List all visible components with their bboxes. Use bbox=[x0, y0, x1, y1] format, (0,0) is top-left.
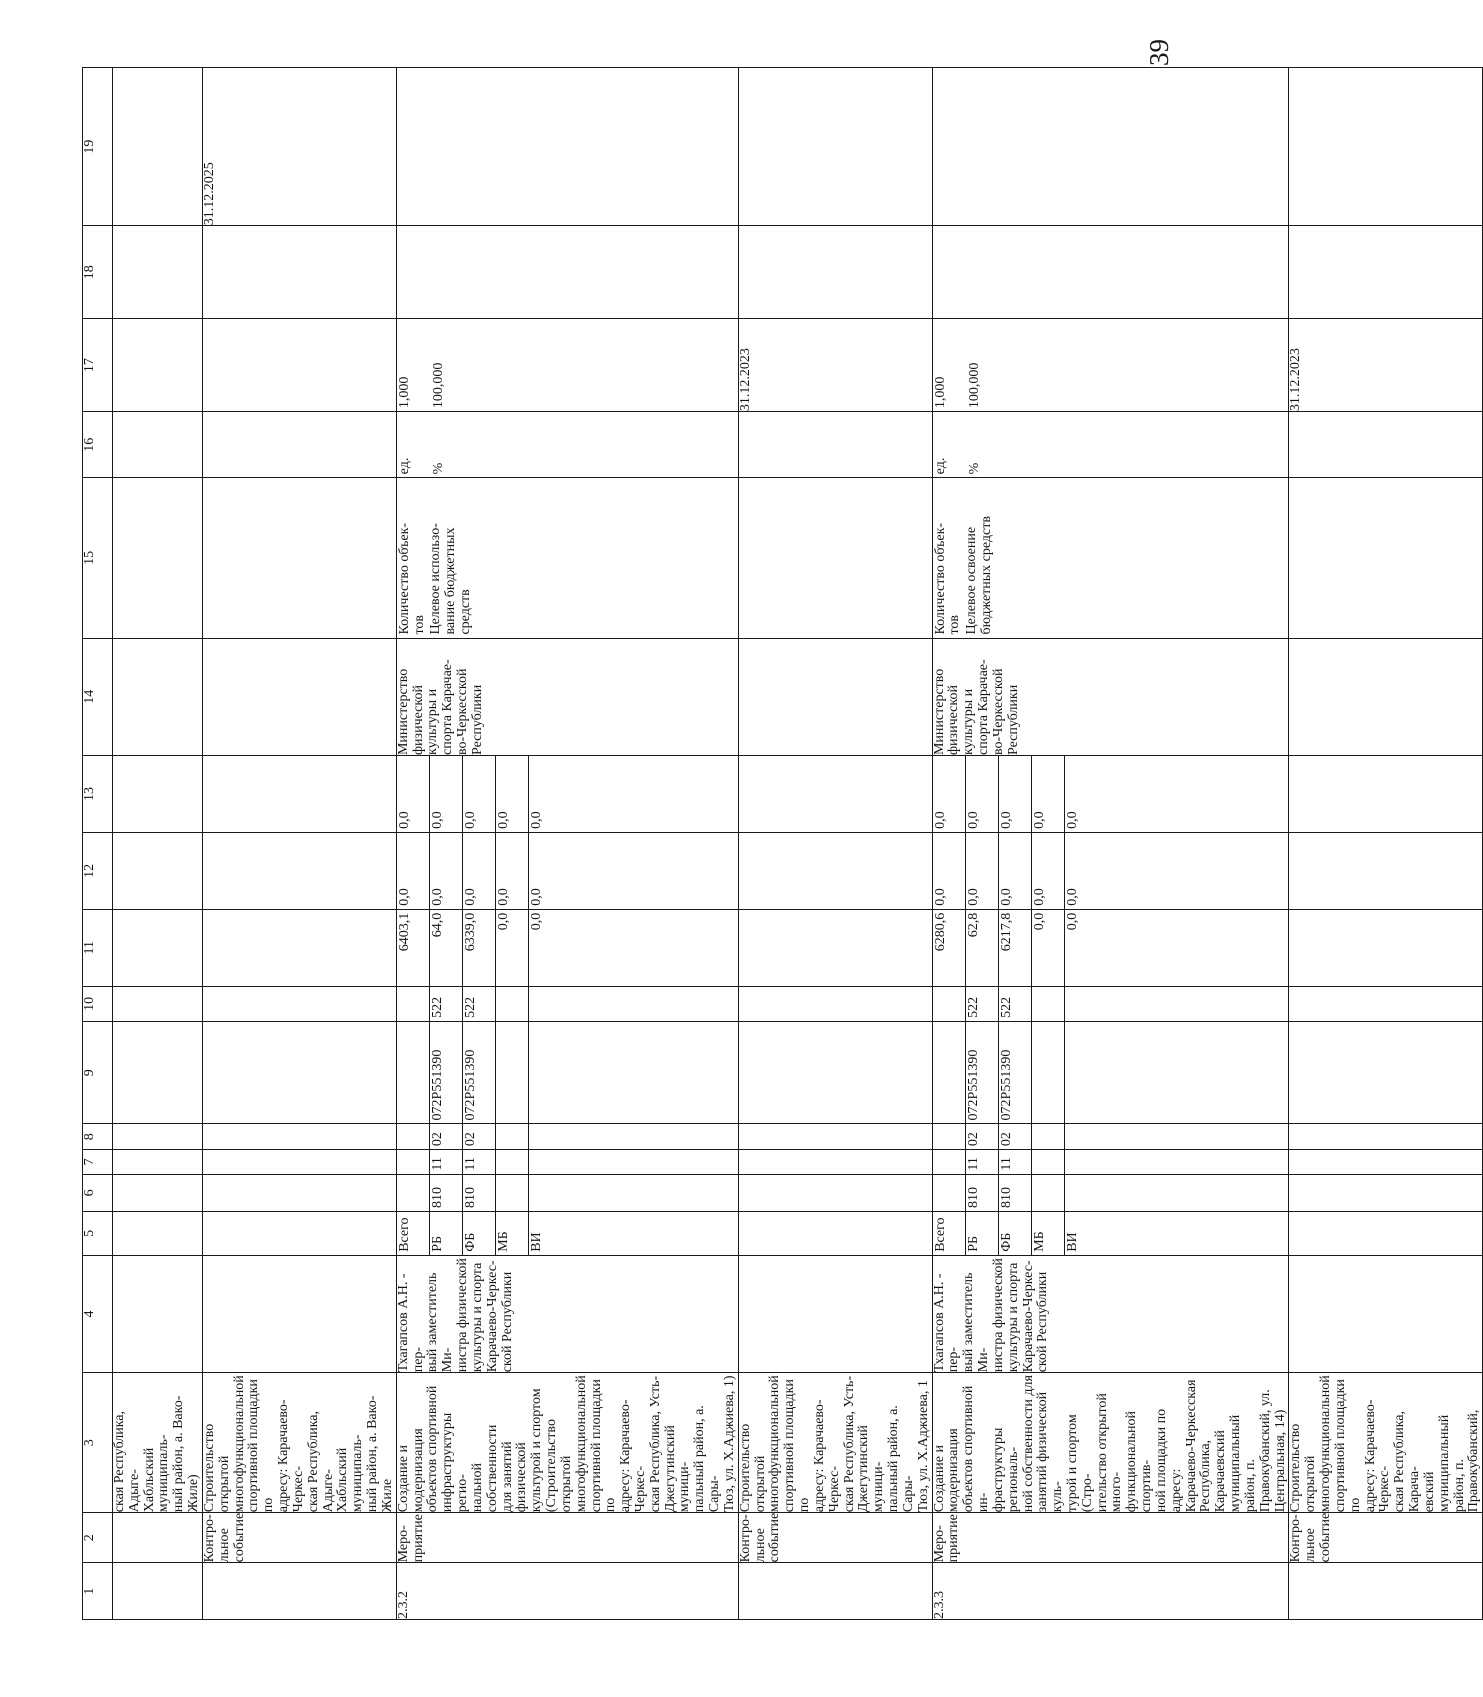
funding-source: МБ bbox=[495, 1212, 528, 1255]
funding-source: ФБ bbox=[998, 1212, 1031, 1255]
funding-source: МБ bbox=[1031, 1212, 1064, 1255]
cell-value: 02 bbox=[998, 1124, 1031, 1149]
row-type: Меро- приятие bbox=[396, 1513, 738, 1563]
indicator-name: Целевое использо- вание бюджетных средств bbox=[428, 523, 474, 635]
cell-value: 0,0 bbox=[396, 811, 412, 829]
cell-value: 0,0 bbox=[462, 756, 495, 832]
page-number: 39 bbox=[1144, 39, 1174, 66]
indicator-value: 100,000 bbox=[966, 362, 982, 409]
cell-value: 0,0 bbox=[1031, 833, 1064, 909]
cell-value bbox=[1064, 1022, 1097, 1124]
cell-value bbox=[933, 1124, 965, 1149]
cell-value bbox=[495, 1022, 528, 1124]
cell-value: 522 bbox=[429, 987, 462, 1021]
cell-value bbox=[1064, 987, 1097, 1021]
cell-value: 522 bbox=[998, 987, 1031, 1021]
row-executor: Министерство физической культуры и спорта Карачае- во-Черкесской Республики bbox=[932, 638, 1289, 755]
row-responsible: Тхагапсов А.Н. - пер- вый заместитель Ми- нистра физической культуры и спорта Карачаево-Черкес- ской Республики bbox=[932, 1255, 1289, 1372]
cell-value: 11 bbox=[429, 1150, 462, 1174]
col-header: 4 bbox=[83, 1255, 113, 1372]
col-header: 16 bbox=[83, 412, 113, 478]
row-description: Создание и модернизация объектов спортивной ин- фраструктуры региональ- ной собственности для занятий физической куль- турой и спортом (Стро- ительство открытой много- функциональной спортив- ной площадки по адресу: Карачаево-Черкесская Республика, Карачаевский муниципальный район, п. Правокубанский, ул. Центральная, 14) bbox=[932, 1373, 1289, 1513]
cell-value: 0,0 bbox=[1064, 910, 1097, 986]
cell-value bbox=[1064, 1175, 1097, 1211]
cell-value bbox=[397, 1124, 429, 1149]
cell-value: 0,0 bbox=[998, 833, 1031, 909]
cell-value bbox=[528, 1124, 561, 1149]
row-responsible: Тхагапсов А.Н. - пер- вый заместитель Ми- нистра физической культуры и спорта Карачаево-Черкес- ской Республики bbox=[396, 1255, 738, 1372]
cell-value: 0,0 bbox=[429, 833, 462, 909]
cell-value: 11 bbox=[998, 1150, 1031, 1174]
col-header: 10 bbox=[83, 986, 113, 1021]
row-type: Контро- льное событие bbox=[1289, 1513, 1483, 1563]
cell-value bbox=[528, 987, 561, 1021]
indicator-name: Целевое освоение бюджетных средств bbox=[964, 516, 995, 635]
row-description: Создание и модернизация объектов спортивной инфраструктуры регио- нальной собственности для занятий физической культурой и спортом (Строительство открытой многофункциональной спортивной площадки по адресу: Карачаево-Черкес- ская Республика, Усть- Джегутинский муници- пальный район, а. Сары- Тюз, ул. Х.Аджиева, 1) bbox=[396, 1373, 738, 1513]
cell-value: 02 bbox=[965, 1124, 998, 1149]
cell-value bbox=[1031, 1022, 1064, 1124]
col-header: 18 bbox=[83, 226, 113, 319]
col-header: 5 bbox=[83, 1212, 113, 1256]
cell-value bbox=[933, 1175, 965, 1211]
indicator-name: Количество объек- тов bbox=[932, 522, 963, 635]
funding-source: РБ bbox=[965, 1212, 998, 1255]
cell-value: 810 bbox=[429, 1175, 462, 1211]
row-type: Контро- льное событие bbox=[202, 1513, 396, 1563]
cell-value bbox=[397, 1175, 429, 1211]
cell-value bbox=[933, 1150, 965, 1174]
cell-value bbox=[397, 1150, 429, 1174]
cell-value: 64,0 bbox=[429, 910, 462, 986]
indicator-value: 100,000 bbox=[430, 362, 446, 409]
cell-value bbox=[495, 987, 528, 1021]
indicator-value: 1,000 bbox=[932, 376, 948, 409]
row-description: Строительство открытой многофункциональной спортивной площадки по адресу: Карачаево-Черкес- ская Республика, Адыге- Хабльский муниципаль- ный район, а. Вако-Жиле bbox=[202, 1373, 396, 1513]
rotated-page bbox=[82, 67, 1482, 1620]
cell-value bbox=[495, 1175, 528, 1211]
cell-value: 072P551390 bbox=[998, 1022, 1031, 1124]
col-header: 19 bbox=[83, 68, 113, 226]
cell-value: 62,8 bbox=[965, 910, 998, 986]
funding-source: ФБ bbox=[462, 1212, 495, 1255]
row-type: Контро- льное событие bbox=[738, 1513, 932, 1563]
table-row bbox=[113, 68, 203, 1620]
cell-value bbox=[1031, 987, 1064, 1021]
cell-value: 522 bbox=[462, 987, 495, 1021]
program-table bbox=[82, 67, 1483, 1620]
table-row bbox=[738, 68, 932, 1620]
cell-value: 0,0 bbox=[998, 756, 1031, 832]
row-executor: Министерство физической культуры и спорта Карачае- во-Черкесской Республики bbox=[396, 638, 738, 755]
col-header: 14 bbox=[83, 638, 113, 755]
cell-value: 810 bbox=[462, 1175, 495, 1211]
cell-value: 0,0 bbox=[396, 888, 412, 906]
col-header: 1 bbox=[83, 1563, 113, 1620]
cell-value: 0,0 bbox=[932, 888, 948, 906]
indicator-value: 1,000 bbox=[396, 376, 412, 409]
table-row bbox=[1289, 68, 1483, 1620]
cell-value bbox=[933, 987, 965, 1021]
cell-value bbox=[1064, 1124, 1097, 1149]
row-date: 31.12.2025 bbox=[202, 68, 396, 226]
cell-value: 0,0 bbox=[495, 833, 528, 909]
cell-value bbox=[528, 1175, 561, 1211]
cell-value bbox=[1031, 1175, 1064, 1211]
cell-value: 0,0 bbox=[495, 756, 528, 832]
cell-value: 0,0 bbox=[528, 833, 561, 909]
row-number: 2.3.3 bbox=[932, 1563, 1289, 1620]
funding-source: РБ bbox=[429, 1212, 462, 1255]
col-header: 2 bbox=[83, 1513, 113, 1563]
indicator-unit: ед. bbox=[932, 457, 948, 475]
row-description: ская Республика, Адыге- Хабльский муниципаль- ный район, а. Вако-Жиле) bbox=[113, 1373, 203, 1513]
cell-value: 6280,6 bbox=[932, 912, 948, 952]
indicator-unit: % bbox=[430, 462, 446, 475]
cell-value: 6339,0 bbox=[462, 910, 495, 986]
funding-source: Всего bbox=[396, 1217, 412, 1252]
indicator-unit: ед. bbox=[396, 457, 412, 475]
cell-value bbox=[933, 1022, 965, 1124]
row-description: Строительство открытой многофункциональной спортивной площадки по адресу: Карачаево-Черкес- ская Республика, Карача- евский муниципальный район, п. Правокубанский, bbox=[1289, 1373, 1483, 1513]
indicator-name: Количество объек- тов bbox=[396, 522, 427, 635]
funding-source: ВИ bbox=[1064, 1212, 1097, 1255]
col-header: 9 bbox=[83, 1021, 113, 1124]
cell-value: 0,0 bbox=[462, 833, 495, 909]
cell-value: 0,0 bbox=[528, 910, 561, 986]
cell-value: 0,0 bbox=[1031, 910, 1064, 986]
cell-value bbox=[1064, 1150, 1097, 1174]
col-header: 8 bbox=[83, 1124, 113, 1150]
cell-value: 6217,8 bbox=[998, 910, 1031, 986]
cell-value: 072P551390 bbox=[429, 1022, 462, 1124]
col-header: 7 bbox=[83, 1150, 113, 1175]
cell-value: 810 bbox=[998, 1175, 1031, 1211]
row-date: 31.12.2023 bbox=[1289, 319, 1483, 412]
col-header: 13 bbox=[83, 756, 113, 833]
cell-value bbox=[1031, 1150, 1064, 1174]
cell-value: 6403,1 bbox=[396, 912, 412, 952]
cell-value bbox=[1031, 1124, 1064, 1149]
cell-value bbox=[397, 987, 429, 1021]
cell-value: 072P551390 bbox=[965, 1022, 998, 1124]
cell-value: 0,0 bbox=[965, 756, 998, 832]
cell-value bbox=[397, 1022, 429, 1124]
row-type: Меро- приятие bbox=[932, 1513, 1289, 1563]
cell-value bbox=[495, 1124, 528, 1149]
cell-value: 0,0 bbox=[528, 756, 561, 832]
funding-source: ВИ bbox=[528, 1212, 561, 1255]
row-description: Строительство открытой многофункциональной спортивной площадки по адресу: Карачаево-Черкес- ская Республика, Усть- Джегутинский муници- пальный район, а. Сары- Тюз, ул. Х.Аджиева, 1 bbox=[738, 1373, 932, 1513]
col-header: 17 bbox=[83, 319, 113, 412]
col-header: 11 bbox=[83, 909, 113, 986]
cell-value bbox=[495, 1150, 528, 1174]
col-header: 3 bbox=[83, 1373, 113, 1513]
cell-value: 0,0 bbox=[965, 833, 998, 909]
indicator-unit: % bbox=[966, 462, 982, 475]
cell-value: 072P551390 bbox=[462, 1022, 495, 1124]
cell-value: 0,0 bbox=[1031, 756, 1064, 832]
cell-value bbox=[528, 1022, 561, 1124]
cell-value: 02 bbox=[429, 1124, 462, 1149]
cell-value: 810 bbox=[965, 1175, 998, 1211]
funding-source: Всего bbox=[932, 1217, 948, 1252]
cell-value: 11 bbox=[965, 1150, 998, 1174]
cell-value: 0,0 bbox=[1064, 833, 1097, 909]
row-date: 31.12.2023 bbox=[738, 319, 932, 412]
table-row bbox=[202, 68, 396, 1620]
cell-value: 02 bbox=[462, 1124, 495, 1149]
table-row bbox=[932, 68, 1289, 1620]
cell-value: 0,0 bbox=[495, 910, 528, 986]
col-header: 15 bbox=[83, 478, 113, 638]
table-row bbox=[396, 68, 738, 1620]
col-header: 12 bbox=[83, 832, 113, 909]
header-row bbox=[83, 68, 113, 1620]
cell-value: 0,0 bbox=[429, 756, 462, 832]
cell-value: 0,0 bbox=[1064, 756, 1097, 832]
row-number: 2.3.2 bbox=[396, 1563, 738, 1620]
cell-value: 0,0 bbox=[932, 811, 948, 829]
cell-value bbox=[528, 1150, 561, 1174]
cell-value: 11 bbox=[462, 1150, 495, 1174]
cell-value: 522 bbox=[965, 987, 998, 1021]
col-header: 6 bbox=[83, 1174, 113, 1211]
